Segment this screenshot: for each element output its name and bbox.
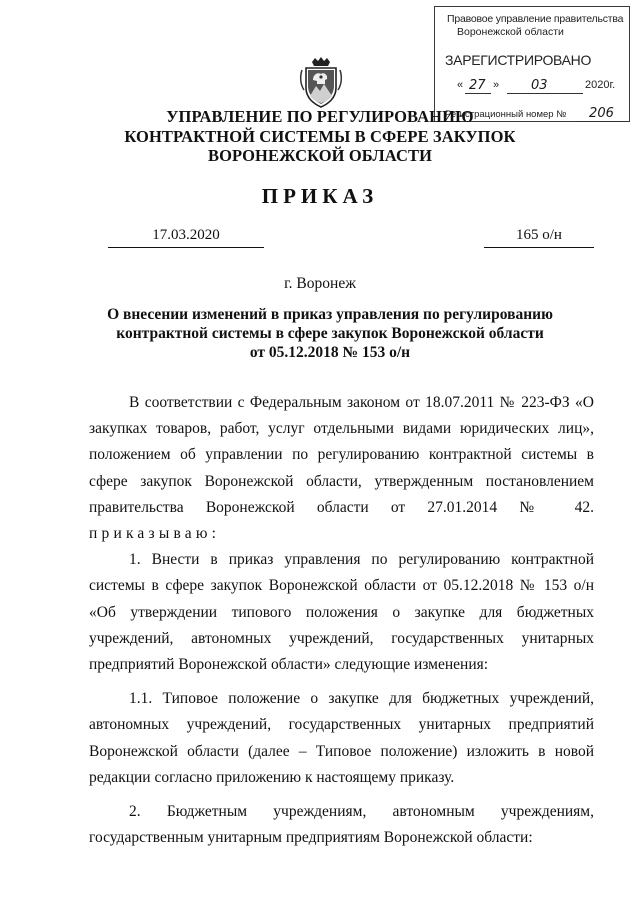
paragraph-item-1-1: 1.1. Типовое положение о закупке для бюджетных учреждений, автономных учреждений, государственных унитарных предприятий Воронежской области (далее – Типовое положение) изложить в новой редакции согласно приложению к настоящему приказу. [89, 690, 594, 786]
stamp-day: 27 [469, 78, 486, 93]
registration-stamp [434, 6, 630, 122]
stamp-month: 03 [531, 78, 548, 93]
order-subject [100, 305, 560, 362]
paragraph-preamble: В соответствии с Федеральным законом от 18.07.2011 № 223-ФЗ «О закупках товаров, работ, услуг отдельными видами юридических лиц», положением об управлении по регулированию контрактной системы в сфере закупок Воронежской области, утвержденным постановлением правительства Воронежской области от 27.01.2014 № 42. приказываю: [89, 394, 594, 543]
stamp-number: 206 [575, 106, 628, 122]
command-word: приказываю: [89, 525, 221, 543]
paragraph-item-1: 1. Внести в приказ управления по регулированию контрактной системы в сфере закупок Воронежской области от 05.12.2018 № 153 о/н «Об утверждении типового положения о закупке для бюджетных учреждений, автономных учреждений, государственных унитарных предприятий Воронежской области» следующие изменения: [89, 551, 594, 674]
stamp-date-row: « 27 » 03 2020г. [457, 78, 616, 93]
subject-line-1: О внесении изменений в приказ управления по регулированию [107, 306, 553, 323]
paragraph-item-2: 2. Бюджетным учреждениям, автономным учреждениям, государственным унитарным предприятиям Воронежской области: [89, 803, 594, 847]
coat-of-arms-emblem [298, 56, 344, 108]
stamp-registered-label: ЗАРЕГИСТРИРОВАНО [445, 52, 592, 68]
order-city: г. Воронеж [284, 275, 356, 292]
agency-name-line-2: КОНТРАКТНОЙ СИСТЕМЫ В СФЕРЕ ЗАКУПОК [124, 127, 516, 146]
stamp-year: 2020г. [585, 79, 616, 91]
subject-line-2: контрактной системы в сфере закупок Воронежской области [116, 325, 544, 342]
order-number: 165 о/н [484, 227, 594, 248]
subject-line-3: от 05.12.2018 № 153 о/н [249, 344, 411, 361]
order-body [89, 390, 594, 851]
agency-name-line-3: ВОРОНЕЖСКОЙ ОБЛАСТИ [207, 146, 433, 165]
order-date: 17.03.2020 [108, 227, 264, 248]
stamp-region-line: Воронежской области [457, 26, 564, 38]
stamp-number-label: Регистрационный номер № [445, 109, 567, 120]
stamp-agency-line: Правовое управление правительства [447, 13, 624, 25]
document-title: ПРИКАЗ [261, 184, 379, 208]
agency-name-line-1: УПРАВЛЕНИЕ ПО РЕГУЛИРОВАНИЮ [166, 107, 474, 126]
